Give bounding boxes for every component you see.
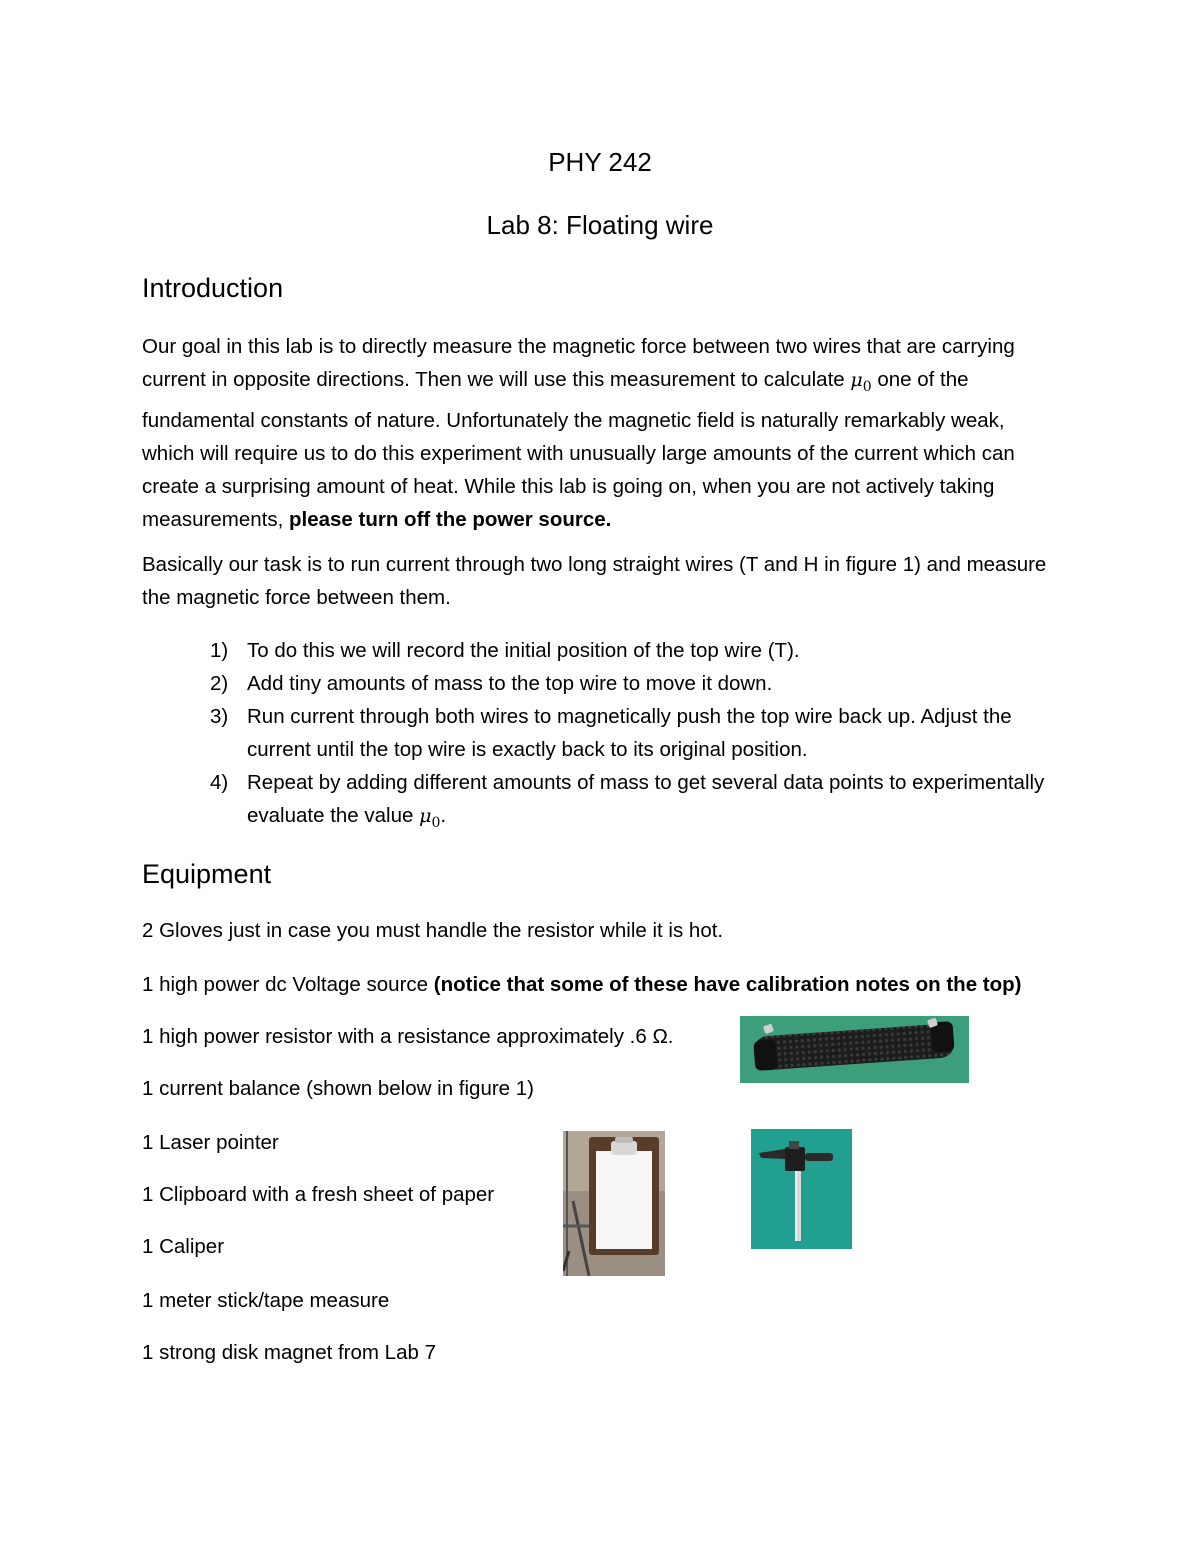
equipment-item-voltage-source: 1 high power dc Voltage source (notice that some of these have calibration notes on the top)	[142, 973, 1022, 996]
equipment-item-meter-stick: 1 meter stick/tape measure	[142, 1289, 390, 1312]
clipboard-photo	[563, 1131, 665, 1276]
equipment-item-caliper: 1 Caliper	[142, 1235, 225, 1258]
intro-paragraph-2: Basically our task is to run current through two long straight wires (T and H in figure 1) and measure the magnetic force between them.	[142, 553, 1047, 609]
mu-zero-symbol: $\mu_0$	[850, 369, 872, 395]
equipment-item-disk-magnet: 1 strong disk magnet from Lab 7	[142, 1341, 436, 1364]
equipment-item-current-balance: 1 current balance (shown below in figure 1)	[142, 1077, 534, 1100]
procedure-list	[210, 634, 1050, 840]
equipment-item-resistor: 1 high power resistor with a resistance approximately .6 Ω.	[142, 1025, 674, 1048]
equipment-item-laser-pointer: 1 Laser pointer	[142, 1131, 279, 1154]
intro-p1-part-b: one of the fundamental constants of nature. Unfortunately the magnetic field is naturally remarkably weak, which will require us to do this experiment with unusually large amounts of the current which can create a surprising amount of heat. While this lab is going on, when you are not actively taking measurements,	[142, 368, 1015, 531]
list-item: 4) Repeat by adding different amounts of mass to get several data points to experimentally evaluate the value $\mu_0$.	[210, 771, 1045, 831]
equipment-heading: Equipment	[142, 859, 272, 889]
resistor-photo	[740, 1016, 969, 1083]
course-code: PHY 242	[548, 147, 652, 177]
caliper-photo	[751, 1129, 852, 1249]
equipment-item-clipboard: 1 Clipboard with a fresh sheet of paper	[142, 1183, 495, 1206]
intro-p1-part-a: Our goal in this lab is to directly measure the magnetic force between two wires that are carrying current in opposite directions. Then we will use this measurement to calculate	[142, 335, 1015, 391]
resistor-illustration	[740, 1016, 969, 1083]
lab-title: Lab 8: Floating wire	[486, 210, 714, 240]
list-item: 2) Add tiny amounts of mass to the top wire to move it down.	[210, 672, 773, 695]
equipment-item-gloves: 2 Gloves just in case you must handle the resistor while it is hot.	[142, 919, 724, 942]
power-warning: please turn off the power source.	[288, 507, 612, 531]
list-item: 3) Run current through both wires to magnetically push the top wire back up. Adjust the current until the top wire is exactly back to its original position.	[210, 705, 1012, 761]
clipboard-illustration	[563, 1131, 665, 1276]
caliper-illustration	[751, 1129, 852, 1249]
introduction-heading: Introduction	[142, 273, 284, 303]
intro-paragraph-1	[142, 330, 1062, 536]
mu-zero-symbol: $\mu_0$	[419, 805, 441, 831]
list-item: 1) To do this we will record the initial position of the top wire (T).	[210, 639, 800, 662]
calibration-note: (notice that some of these have calibration notes on the top)	[433, 973, 1022, 996]
